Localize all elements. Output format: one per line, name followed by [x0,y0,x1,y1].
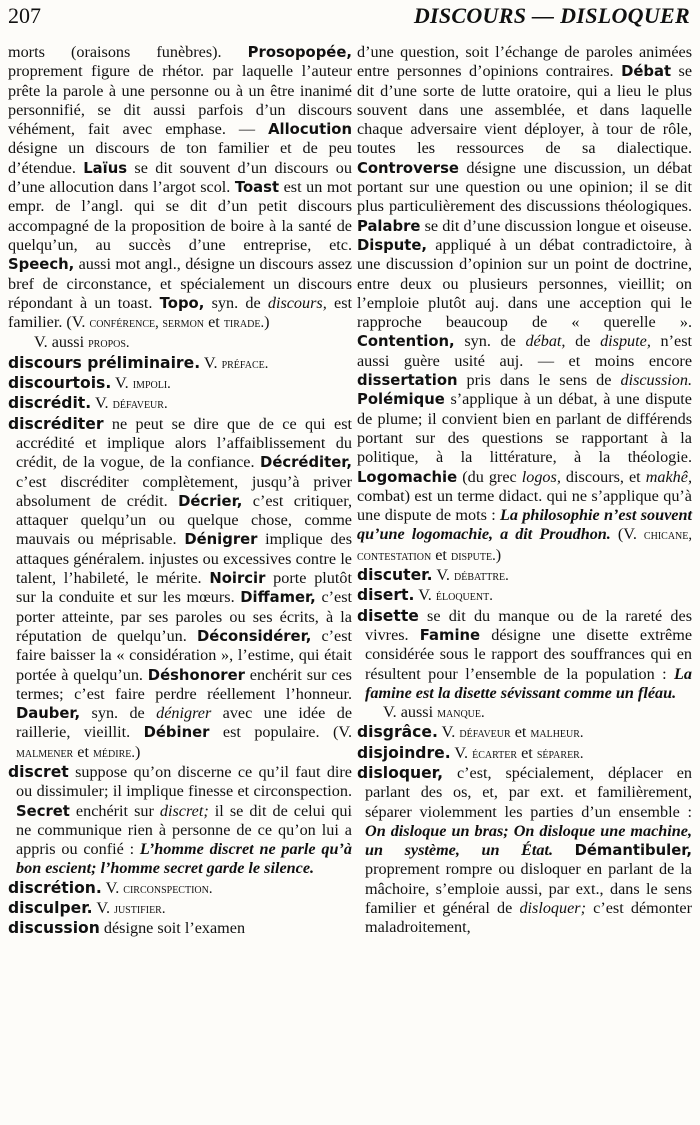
synonym-term: Noircir [209,570,266,588]
headword: discussion [8,919,100,938]
cross-reference: défaveur [459,725,511,742]
running-head: DISCOURS — DISLOQUER [413,3,690,28]
cross-reference: chicane, contestation [357,527,692,564]
text: V. [200,353,222,372]
text: syn. de [454,332,526,351]
text: proprement figure de rhétor. par laquelle l’auteur prête la parole à une personne ou à un être inanimé personnifié, se dit aussi parfois d’un discours véhément, fait avec emphase. — [8,62,352,139]
synonym-term: Débat [621,63,672,81]
text: d’une question, soit l’échange de paroles animées entre personnes d’opinions contraires. [357,43,692,81]
cross-reference: débattre. [454,568,509,585]
dictionary-entry [8,374,352,394]
synonym-term: Dauber, [16,705,81,723]
synonym-term: Toast [234,179,280,197]
text: V. aussi [34,333,89,352]
headword: discuter. [357,566,433,585]
page-number: 207 [8,3,41,28]
synonym-term: Diffamer, [240,589,316,607]
italic-term: discret; [159,801,209,820]
synonym-term: Allocution [268,121,352,139]
text: c’est faire baisser la « considération », l’estime, qui était portée à quelqu’un. [16,626,353,684]
synonym-term: Démantibuler, [574,842,692,860]
text: V. [450,743,473,762]
text: pris dans le sens de [457,371,621,390]
dictionary-entry [8,394,352,414]
dictionary-entry [357,723,692,743]
headword: discours préliminaire. [8,353,201,372]
text: s’applique à un débat, à une dispute de plume; il convient bien en parlant de différends portant sur des questions se rapportant à la politique, à la littérature, à la théologie. [357,390,692,467]
text [553,841,575,859]
cross-reference: justifier. [114,901,166,918]
synonym-term: Famine [419,626,481,644]
text: c’est porter atteinte, par ses paroles ou ses écrits, à la réputation de quelqu’un. [16,588,352,645]
italic-term: discussion. [620,371,692,390]
text: ) [134,742,141,761]
text: combat) est un terme didact. qui ne s’applique qu’à une dispute de mots : [357,486,692,525]
text: V. [432,566,455,585]
text: c’est discréditer complètement, jusqu’à priver absolument de crédit. [16,472,352,510]
italic-term: dénigrer [156,704,212,723]
cross-reference: tirade. [223,315,265,332]
text: désigne soit l’examen [99,919,246,938]
cross-reference: circonspection. [123,880,213,897]
text: ) [264,313,270,332]
cross-reference: médire. [93,744,135,761]
synonym-term: Polémique [357,391,445,409]
synonym-term: Dénigrer [184,531,258,549]
text: V. aussi [383,703,438,722]
text: enchérit sur [69,801,160,820]
text: ) [495,545,502,564]
text: V. [101,878,124,897]
synonym-term: dissertation [357,372,458,390]
synonym-term: Logomachie [357,468,458,486]
synonym-term: Prosopopée, [247,44,352,61]
text: désigne une discussion, un débat portant sur une question ou une opinion; il se dit plus particulièrement des discussions théologiques. [357,158,692,216]
text: n’est aussi guère usité auj. — et moins encore [357,332,692,370]
text: et [431,545,451,564]
text: V. [91,394,113,413]
synonym-term: Controverse [357,159,459,177]
italic-term: logos, [521,467,561,486]
synonym-term: Contention, [357,333,455,351]
headword: discourtois. [8,374,112,393]
text: syn. de [204,293,268,312]
cross-reference: préface. [221,355,269,372]
text: discours, et [560,467,646,486]
text: et [73,742,94,761]
dictionary-entry [8,919,352,938]
text: V. [414,586,436,605]
cross-reference: malmener [16,744,74,761]
synonym-term: Secret [16,802,70,820]
italic-term: makhê, [645,467,693,486]
text: enchérit sur ces termes; c’est faire perdre réellement l’honneur. [16,665,352,703]
headword: disgrâce. [357,723,438,742]
example-sentence: La famine est la disette sévissant comme un fléau. [365,664,692,702]
example-sentence: La philosophie n’est souvent qu’une logomachie, a dit Proudhon. [357,506,692,544]
dictionary-entry [8,354,352,374]
headword: disloquer, [357,763,444,782]
dictionary-entry [357,764,692,938]
synonym-term: Décréditer, [260,454,352,472]
dictionary-entry [357,607,692,703]
text: (V. [610,525,644,544]
synonym-term: Speech, [8,256,75,274]
italic-term: débat, [525,332,566,351]
text: proprement rompre ou disloquer en parlant de la mâchoire, s’emploie aussi, par ext., dans le sens familier et général de [365,860,692,918]
text: se dit souvent d’un discours ou d’une allocution dans l’argot scol. [8,158,352,197]
headword: discrétion. [8,878,102,897]
dictionary-entry [8,415,352,763]
text: désigne une disette extrême considérée sous le rapport des souffrances qui en résultent pour l’ensemble de la population : [365,625,693,683]
text: se dit d’une sorte de lutte oratoire, qui a lieu le plus souvent dans une assemblée, et dans laquelle chaque adversaire vient déployer, à tour de rôle, toutes les ressources de sa dialectique. [357,62,692,158]
cross-reference: impoli. [132,376,171,393]
text: et [510,723,531,742]
text: est populaire. (V. [209,723,353,742]
text: ne peut se dire que de ce qui est accrédité et implique alors l’affaiblissement du crédit, de la vogue, de la confiance. [16,414,352,472]
text: se dit du manque ou de la rareté des vivres. [365,606,692,644]
italic-term: dispute, [600,332,651,351]
text: il se dit de celui qui ne communique rien à personne de ce qu’on lui a appris ou confié : [16,801,352,859]
text: se dit d’une discussion longue et oiseuse. [420,216,692,235]
text: est familier. (V. [8,293,352,332]
text: c’est, spécialement, déplacer en parlant des os, et, par ext. et familièrement, séparer violemment les parties d’un ensemble : [365,763,692,821]
cross-reference: éloquent. [435,588,493,605]
text: V. [437,723,460,742]
cross-reference: conférence, sermon [89,315,205,332]
text: désigne un discours de ton familier et de peu d’étendue. [8,139,352,177]
dictionary-entry [357,566,692,586]
text: appliqué à un débat contradictoire, à une discussion d’opinion sur un point de doctrine, entre deux ou plusieurs personnes, vieillit; on l’emploie plutôt auj. dans une acception qui le rapproche beaucoup de « querelle ». [357,235,692,332]
italic-term: disloquer; [519,899,586,918]
cross-reference: propos. [88,335,130,352]
text: et [204,313,224,332]
synonym-term: Débiner [143,724,210,742]
cross-reference: dispute. [450,547,496,564]
text: c’est démonter maladroitement, [365,899,692,937]
dictionary-entry [8,763,352,879]
example-sentence: L’homme discret ne parle qu’à bon escient; l’homme secret garde le silence. [16,840,352,878]
text: implique des attaques généralem. injustes ou excessives contre le talent, l’habileté, le mérite. [16,530,352,588]
entry-paragraph [8,43,352,333]
synonym-term: Décrier, [178,492,243,510]
headword: disjoindre. [357,743,451,762]
cross-reference: séparer. [536,745,584,762]
text: morts (oraisons funèbres). [8,43,248,61]
text: aussi mot angl., désigne un discours assez bref de circonstance, et spécialement un discours répondant à un toast. [8,255,352,312]
text: syn. de [80,704,157,723]
text: porte plutôt sur la conduite et sur les mœurs. [16,569,352,607]
synonym-term: Déshonorer [147,666,245,684]
entry-paragraph [357,43,692,566]
text: de [565,332,601,351]
right-column [357,43,692,938]
cross-reference: défaveur. [112,396,168,413]
example-sentence: On disloque un bras; On disloque une machine, un système, un État. [365,821,692,860]
cross-reference: manque. [437,705,485,722]
text: (du grec [457,467,522,486]
headword: discrédit. [8,394,92,413]
headword: discret [8,762,69,781]
entry-paragraph [8,333,352,353]
text: et [517,743,537,762]
synonym-term: Déconsidérer, [196,627,312,645]
cross-reference: malheur. [530,725,584,742]
dictionary-entry [357,586,692,606]
synonym-term: Palabre [357,217,421,235]
headword: discréditer [8,414,104,433]
text: c’est critiquer, attaquer quelqu’un ou quelque chose, comme mauvais ou méprisable. [16,491,352,549]
synonym-term: Topo, [159,294,205,312]
text: V. [111,374,133,393]
dictionary-entry [357,744,692,764]
synonym-term: Dispute, [357,236,428,254]
cross-reference: écarter [472,745,518,762]
text: V. [92,899,115,918]
dictionary-entry [8,879,352,899]
page-header [8,3,690,33]
headword: disculper. [8,899,93,918]
headword: disert. [357,586,415,605]
dictionary-entry [8,899,352,919]
left-column [8,43,352,939]
synonym-term: Laïus [83,159,128,177]
entry-paragraph [357,703,692,723]
text: suppose qu’on discerne ce qu’il faut dire ou dissimuler; il implique finesse et circonspection. [16,762,352,801]
text: avec une idée de raillerie, vieillit. [16,704,352,742]
italic-term: discours, [267,293,327,312]
headword: disette [357,606,419,625]
text: est un mot empr. de l’angl. qui se dit d’un petit discours accompagné de la proposition de boire à la santé de quelqu’un, au succès d’une entreprise, etc. [8,178,352,254]
